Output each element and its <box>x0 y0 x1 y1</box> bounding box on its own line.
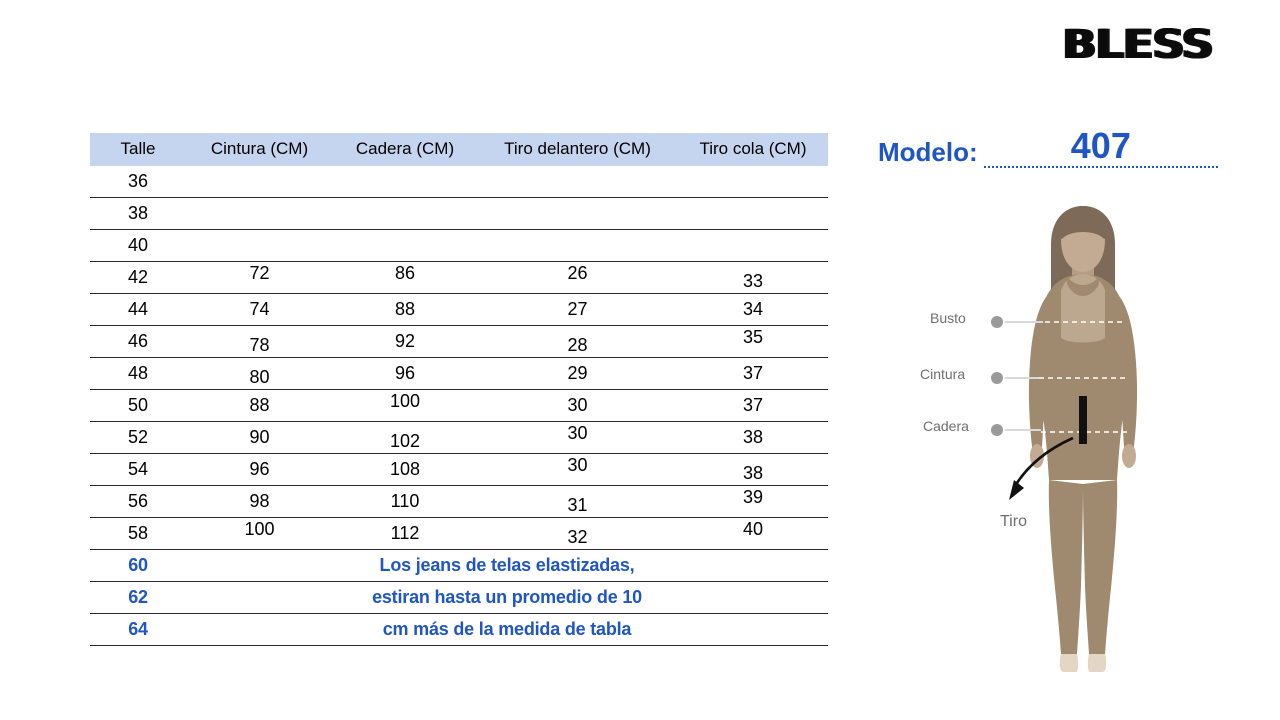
model-value: 407 <box>1070 125 1131 166</box>
cell-cadera: 88 <box>333 294 477 326</box>
cell-cadera: 96 <box>333 358 477 390</box>
cell-cintura: 100 <box>186 514 333 546</box>
measurement-figure <box>905 188 1225 688</box>
cell-cintura <box>186 198 333 230</box>
cell-cintura <box>186 166 333 198</box>
cell-talle: 40 <box>90 230 186 262</box>
cell-cadera: 102 <box>333 426 477 458</box>
cell-tiro-cola: 37 <box>678 390 828 422</box>
column-header-cadera: Cadera (CM) <box>333 133 477 166</box>
cell-tiro-cola: 33 <box>678 266 828 298</box>
size-table <box>90 133 828 646</box>
cell-cadera: 112 <box>333 518 477 550</box>
model-value-field <box>984 125 1218 168</box>
note-line-3: cm más de la medida de tabla <box>186 614 828 646</box>
cell-cadera: 100 <box>333 386 477 418</box>
cell-tiro-cola <box>678 230 828 262</box>
cell-tiro-delantero <box>477 198 678 230</box>
cell-tiro-delantero: 30 <box>477 418 678 450</box>
cell-tiro-cola: 37 <box>678 358 828 390</box>
cell-tiro-cola: 34 <box>678 294 828 326</box>
column-header-cintura: Cintura (CM) <box>186 133 333 166</box>
cell-tiro-delantero: 28 <box>477 330 678 362</box>
cell-tiro-delantero: 29 <box>477 358 678 390</box>
column-header-talle: Talle <box>90 133 186 166</box>
table-row <box>90 326 828 358</box>
cell-cintura: 72 <box>186 258 333 290</box>
cell-tiro-cola: 39 <box>678 482 828 514</box>
label-cintura: Cintura <box>920 366 966 382</box>
table-row <box>90 422 828 454</box>
cell-tiro-delantero: 26 <box>477 258 678 290</box>
cell-talle: 62 <box>90 582 186 614</box>
label-busto: Busto <box>930 310 966 326</box>
cell-talle: 46 <box>90 326 186 358</box>
cell-cadera: 86 <box>333 258 477 290</box>
column-header-tiro-delantero: Tiro delantero (CM) <box>477 133 678 166</box>
model-row <box>878 125 1218 168</box>
column-header-tiro-cola: Tiro cola (CM) <box>678 133 828 166</box>
note-line-2: estiran hasta un promedio de 10 <box>186 582 828 614</box>
model-label: Modelo: <box>878 137 978 167</box>
cell-tiro-delantero: 32 <box>477 522 678 554</box>
cell-cadera <box>333 198 477 230</box>
cell-tiro-delantero <box>477 166 678 198</box>
cell-cintura: 96 <box>186 454 333 486</box>
cell-talle: 56 <box>90 486 186 518</box>
size-table-container <box>90 133 808 646</box>
cell-tiro-cola <box>678 166 828 198</box>
cell-cintura: 80 <box>186 362 333 394</box>
table-row <box>90 262 828 294</box>
cell-cintura: 90 <box>186 422 333 454</box>
cell-talle: 36 <box>90 166 186 198</box>
female-body-diagram <box>905 188 1225 688</box>
brand-logo: BLESS <box>1061 22 1212 68</box>
cell-talle: 52 <box>90 422 186 454</box>
label-cadera: Cadera <box>923 418 969 434</box>
cell-talle: 60 <box>90 550 186 582</box>
note-line-1: Los jeans de telas elastizadas, <box>186 550 828 582</box>
cell-talle: 58 <box>90 518 186 550</box>
cell-tiro-delantero: 30 <box>477 390 678 422</box>
cell-talle: 48 <box>90 358 186 390</box>
label-tiro: Tiro <box>1000 513 1027 530</box>
cell-tiro-delantero: 30 <box>477 450 678 482</box>
table-row <box>90 518 828 550</box>
table-row <box>90 198 828 230</box>
cell-tiro-cola: 38 <box>678 422 828 454</box>
table-header-row <box>90 133 828 166</box>
cell-cintura: 88 <box>186 390 333 422</box>
cell-talle: 38 <box>90 198 186 230</box>
cell-tiro-cola: 38 <box>678 458 828 490</box>
cell-cadera: 92 <box>333 326 477 358</box>
table-row <box>90 390 828 422</box>
cell-cintura: 98 <box>186 486 333 518</box>
table-row <box>90 582 828 614</box>
cell-cadera <box>333 166 477 198</box>
cell-tiro-cola <box>678 198 828 230</box>
cell-talle: 64 <box>90 614 186 646</box>
cell-talle: 50 <box>90 390 186 422</box>
cell-cintura: 74 <box>186 294 333 326</box>
table-row <box>90 166 828 198</box>
cell-tiro-cola: 40 <box>678 514 828 546</box>
cell-talle: 44 <box>90 294 186 326</box>
table-row <box>90 614 828 646</box>
cell-tiro-delantero: 31 <box>477 490 678 522</box>
cell-cadera: 108 <box>333 454 477 486</box>
cell-tiro-cola: 35 <box>678 322 828 354</box>
cell-talle: 54 <box>90 454 186 486</box>
cell-tiro-delantero: 27 <box>477 294 678 326</box>
cell-talle: 42 <box>90 262 186 294</box>
cell-cintura: 78 <box>186 330 333 362</box>
table-row <box>90 550 828 582</box>
cell-cadera: 110 <box>333 486 477 518</box>
